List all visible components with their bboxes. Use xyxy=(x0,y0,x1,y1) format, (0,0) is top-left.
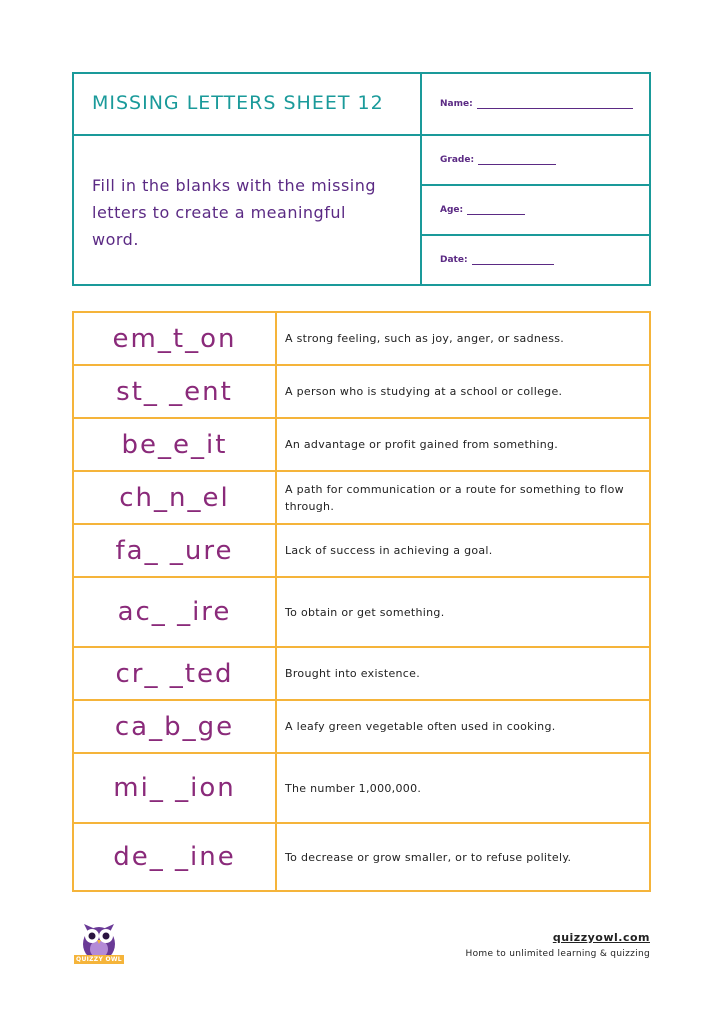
grade-blank-line[interactable] xyxy=(478,155,556,165)
table-row xyxy=(74,313,649,366)
word-puzzle: em_t_on xyxy=(74,313,277,364)
name-blank-line[interactable] xyxy=(477,99,633,109)
name-label: Name: xyxy=(440,99,473,109)
grade-field[interactable] xyxy=(440,155,556,165)
instructions-cell xyxy=(74,136,422,286)
word-definition: An advantage or profit gained from something. xyxy=(285,438,559,451)
table-row xyxy=(74,419,649,472)
age-cell xyxy=(422,186,649,236)
page-title: MISSING LETTERS SHEET 12 xyxy=(92,92,384,114)
missing-letters-table xyxy=(72,311,651,892)
word-puzzle: ca_b_ge xyxy=(74,701,277,752)
grade-cell xyxy=(422,136,649,186)
site-tagline: Home to unlimited learning & quizzing xyxy=(465,949,650,959)
word-definition: A leafy green vegetable often used in cooking. xyxy=(285,720,556,733)
date-field[interactable] xyxy=(440,255,554,265)
word-puzzle: fa_ _ure xyxy=(74,525,277,576)
date-cell xyxy=(422,236,649,286)
word-puzzle: de_ _ine xyxy=(74,824,277,890)
word-definition: A person who is studying at a school or college. xyxy=(285,385,563,398)
word-definition: A strong feeling, such as joy, anger, or sadness. xyxy=(285,332,565,345)
date-blank-line[interactable] xyxy=(472,255,554,265)
age-blank-line[interactable] xyxy=(467,205,525,215)
word-puzzle: st_ _ent xyxy=(74,366,277,417)
name-field[interactable] xyxy=(440,99,633,109)
word-definition: Brought into existence. xyxy=(285,667,420,680)
word-definition: The number 1,000,000. xyxy=(285,781,422,795)
word-puzzle: be_e_it xyxy=(74,419,277,470)
word-definition: Lack of success in achieving a goal. xyxy=(285,544,493,557)
table-row xyxy=(74,525,649,578)
title-cell xyxy=(74,74,422,136)
table-row xyxy=(74,472,649,525)
word-definition: A path for communication or a route for something to flow through. xyxy=(285,482,624,513)
word-puzzle: ch_n_el xyxy=(74,472,277,523)
word-puzzle: ac_ _ire xyxy=(74,578,277,646)
word-puzzle: mi_ _ion xyxy=(74,754,277,822)
table-row xyxy=(74,366,649,419)
age-field[interactable] xyxy=(440,205,525,215)
table-row xyxy=(74,648,649,701)
table-row xyxy=(74,578,649,648)
age-label: Age: xyxy=(440,205,464,215)
logo-wordmark: QUIZZY OWL xyxy=(74,955,124,964)
table-row xyxy=(74,754,649,824)
grade-label: Grade: xyxy=(440,155,475,165)
word-definition: To obtain or get something. xyxy=(285,605,445,619)
table-row xyxy=(74,824,649,890)
worksheet-header xyxy=(72,72,651,286)
word-puzzle: cr_ _ted xyxy=(74,648,277,699)
instructions-text: Fill in the blanks with the missing letters to create a meaningful word. xyxy=(92,176,377,249)
name-cell xyxy=(422,74,649,136)
table-row xyxy=(74,701,649,754)
word-definition: To decrease or grow smaller, or to refuse politely. xyxy=(285,850,572,864)
date-label: Date: xyxy=(440,255,468,265)
site-link[interactable]: quizzyowl.com xyxy=(552,931,650,944)
